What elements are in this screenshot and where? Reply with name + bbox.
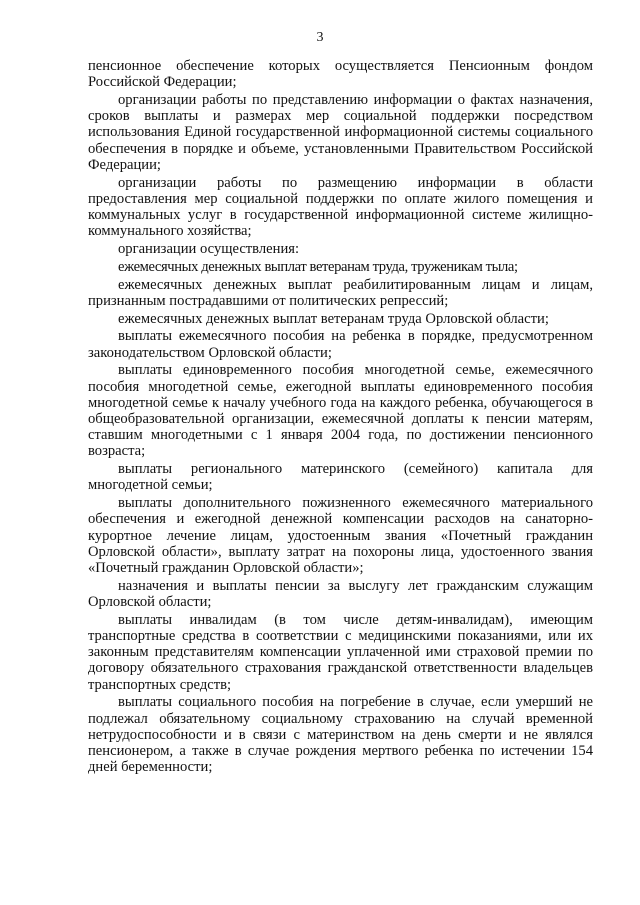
- paragraph-egisso-info: организации работы по представлению информации о фактах назначения, сроков выплаты и размерах мер социальной поддержки посредством использования Единой государственной информационной системы социального обеспечения в порядке и объеме, установленными Правительством Российской Федерации;: [88, 92, 593, 173]
- paragraph-child-allowance: выплаты ежемесячного пособия на ребенка в порядке, предусмотренном законодательством Орловской области;: [88, 328, 593, 361]
- paragraph-burial-allowance: выплаты социального пособия на погребение в случае, если умерший не подлежал обязательному социальному страхованию на случай временной нетрудоспособности и в связи с материнством на день смерти и не являлся пенсионером, а также в случае рождения мертвого ребенка по истечении 154 дней беременности;: [88, 694, 593, 776]
- paragraph-disabled-insurance: выплаты инвалидам (в том числе детям-инвалидам), имеющим транспортные средства в соответствии с медицинскими показаниями, или их законным представителям компенсации уплаченной ими страховой премии по договору обязательного страхования гражданской ответственности владельцев транспортных средств;: [88, 611, 593, 693]
- paragraph-rehabilitated-payments: ежемесячных денежных выплат реабилитированным лицам и лицам, признанным пострадавшими от политических репрессий;: [88, 276, 593, 309]
- paragraph-veterans-payments: ежемесячных денежных выплат ветеранам труда, труженикам тыла;: [118, 258, 518, 275]
- paragraph-civil-servant-pension: назначения и выплаты пенсии за выслугу лет гражданским служащим Орловской области;: [88, 577, 593, 611]
- page-number: 3: [316, 30, 324, 45]
- paragraph-oryol-veterans-payments: ежемесячных денежных выплат ветеранам труда Орловской области;: [118, 310, 549, 327]
- paragraph-gis-zhkh-info: организации работы по размещению информации в области предоставления мер социальной поддержки по оплате жилого помещения и коммунальных услуг в государственной информационной системе жилищно-коммунального хозяйства;: [88, 174, 593, 240]
- paragraph-maternity-capital: выплаты регионального материнского (семейного) капитала для многодетной семьи;: [88, 461, 593, 494]
- paragraph-implementation-heading: организации осуществления:: [118, 241, 300, 258]
- paragraph-large-family-benefits: выплаты единовременного пособия многодетной семье, ежемесячного пособия многодетной семье, ежегодной выплаты единовременного пособия многодетной семье к началу учебного года на каждого ребенка, обучающегося в общеобразовательной организации, ежемесячной доплаты к пенсии матерям, ставшим многодетными с 1 января 2004 года, по достижении пенсионного возраста;: [88, 362, 593, 460]
- paragraph-pension-fund: пенсионное обеспечение которых осуществляется Пенсионным фондом Российской Федерации;: [88, 58, 593, 91]
- paragraph-honorary-citizen: выплаты дополнительного пожизненного ежемесячного материального обеспечения и ежегодной денежной компенсации расходов на санаторно-курортное лечение лицам, удостоенным звания «Почетный гражданин Орловской области», выплату затрат на похороны лица, удостоенного звания «Почетный гражданин Орловской области»;: [88, 495, 593, 577]
- document-body: [88, 58, 593, 777]
